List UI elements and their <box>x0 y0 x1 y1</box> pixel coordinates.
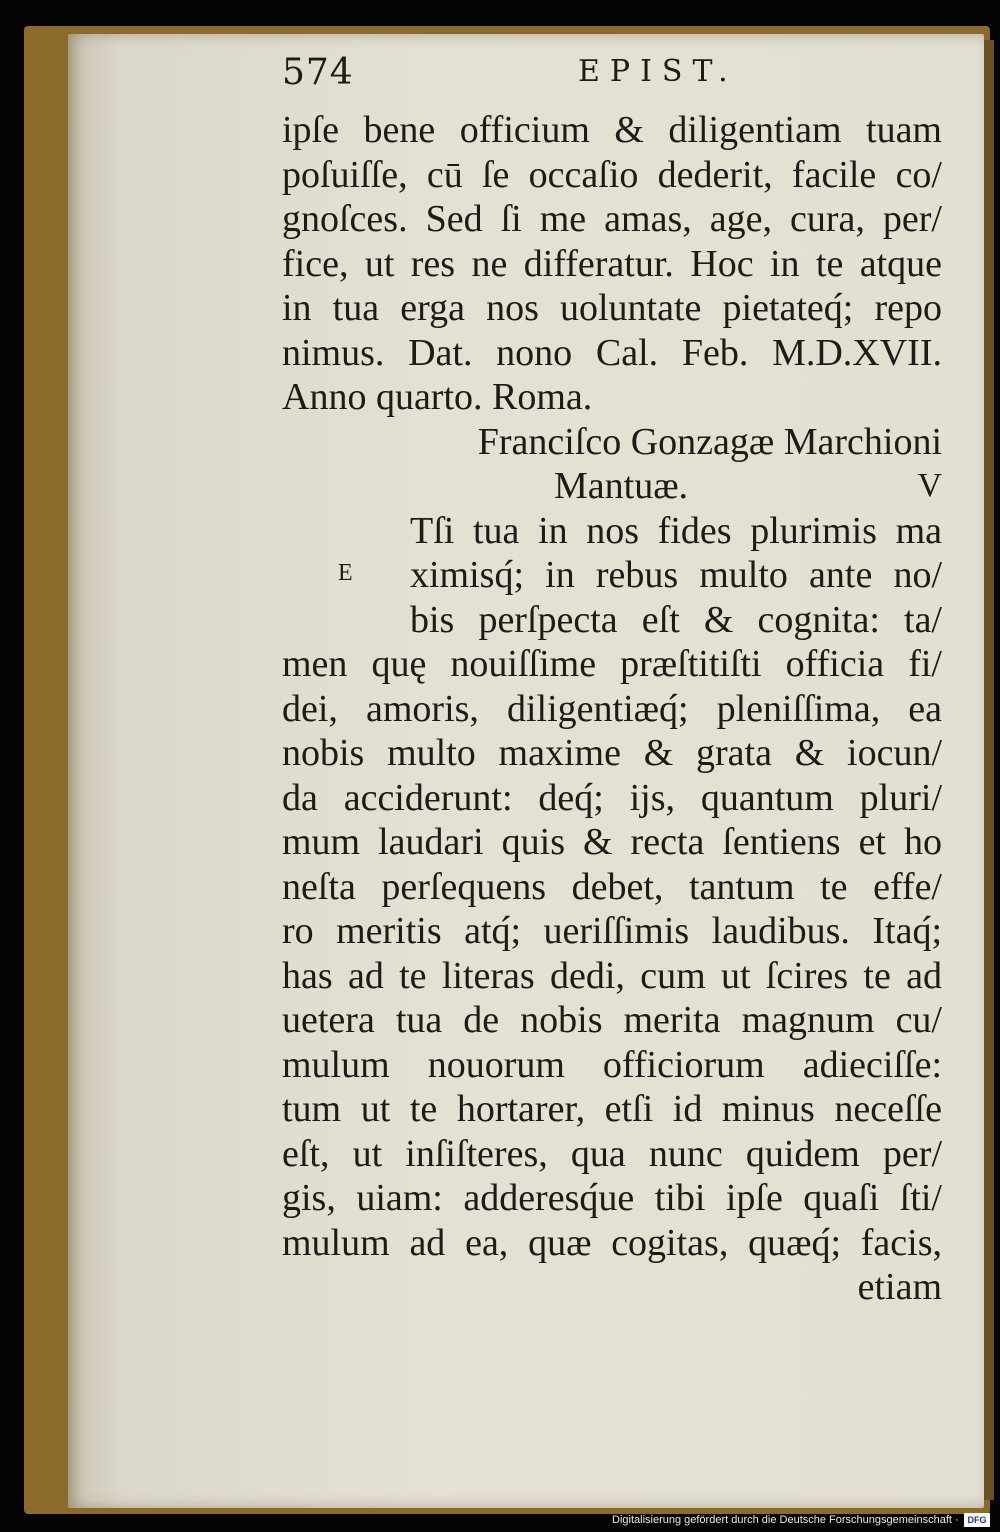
text-line: mulum ad ea, quæ cogitas, quæq́; facis, <box>282 1221 942 1264</box>
catchword: etiam <box>857 1266 942 1308</box>
text-line: mum laudari quis & recta ſentiens et ho <box>282 821 942 863</box>
address-city: Mantuæ. <box>554 465 689 507</box>
initial-guide-letter: E <box>338 560 353 586</box>
text-line: nimus. Dat. nono Cal. Feb. M.D.XVII. <box>282 331 942 374</box>
text-line: men quę nouiſſime præſtitiſti officia fi/ <box>282 643 942 685</box>
address-line <box>282 464 942 509</box>
address-line: Franciſco Gonzagæ Marchioni <box>477 420 942 463</box>
text-line: in tua erga nos uoluntate pietateq́; repo <box>282 287 942 329</box>
letter-text <box>282 108 942 1310</box>
text-line: mulum nouorum officiorum adieciſſe: <box>282 1043 942 1086</box>
text-line: tum ut te hortarer, etſi id minus neceſſe <box>282 1088 942 1130</box>
text-line: dei, amoris, diligentiæq́; pleniſſima, ea <box>282 687 942 730</box>
running-head <box>282 52 942 100</box>
text-line: fice, ut res ne differatur. Hoc in te atque <box>282 242 942 285</box>
text-line: neſta perſequens debet, tantum te effe/ <box>282 865 942 908</box>
dfg-logo: DFG <box>964 1513 990 1527</box>
page-number: 574 <box>282 52 354 93</box>
text-line: ro meritis atq́; ueriſſimis laudibus. Itaq́; <box>282 910 942 952</box>
text-line: ximisq́; in rebus multo ante no/ <box>410 554 942 596</box>
page-edge <box>984 40 994 1500</box>
text-line: eſt, ut inſiſteres, qua nunc quidem per/ <box>282 1132 942 1175</box>
text-line: ipſe bene officium & diligentiam tuam <box>282 109 942 151</box>
text-line: poſuiſſe, cū ſe occaſio dederit, facile co/ <box>282 153 942 196</box>
text-line: bis perſpecta eſt & cognita: ta/ <box>410 598 942 641</box>
text-line: gis, uiam: adderesq́ue tibi ipſe quaſi ſti/ <box>282 1177 942 1219</box>
text-line: uetera tua de nobis merita magnum cu/ <box>282 999 942 1041</box>
text-line: Anno quarto. Roma. <box>282 376 593 418</box>
text-line: Tſi tua in nos fides plurimis ma <box>410 509 942 552</box>
text-line: gnoſces. Sed ſi me amas, age, cura, per/ <box>282 198 942 240</box>
digitization-credit: Digitalisierung gefördert durch die Deutsche Forschungsgemeinschaft · <box>612 1514 959 1526</box>
signature-mark: V <box>917 467 942 504</box>
text-line: has ad te literas dedi, cum ut ſcires te ad <box>282 954 942 997</box>
running-title: EPIST. <box>578 54 738 89</box>
text-line: nobis multo maxime & grata & iocun/ <box>282 732 942 774</box>
text-line: da acciderunt: deq́; ijs, quantum pluri/ <box>282 776 942 819</box>
